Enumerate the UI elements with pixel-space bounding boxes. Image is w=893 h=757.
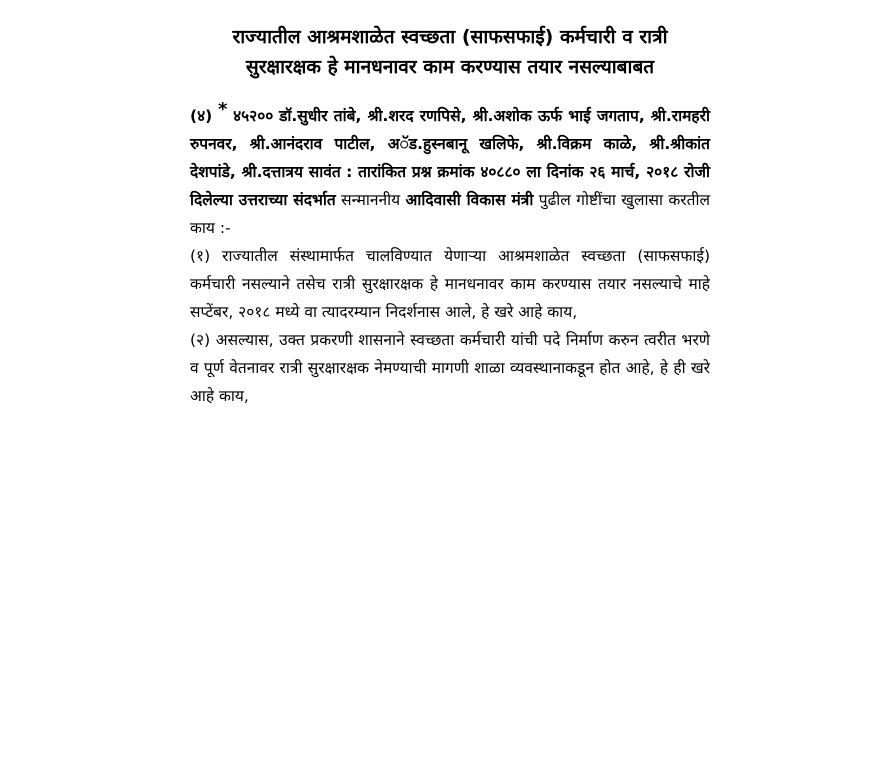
question-id: ४५२००: [233, 107, 274, 125]
sub-question-label: (१): [190, 247, 211, 265]
minister-name: आदिवासी विकास मंत्री: [405, 191, 534, 209]
question-body: [190, 99, 711, 410]
honorific: सन्माननीय: [341, 191, 401, 209]
title-line-2: सुरक्षारक्षक हे मानधनावर काम करण्यास तयार नसल्याबाबत: [245, 56, 655, 78]
sub-question-2: [190, 326, 710, 410]
title-line-1: राज्यातील आश्रमशाळेत स्वच्छता (साफसफाई) कर्मचारी व रात्री: [232, 26, 668, 48]
question-reference: : तारांकित प्रश्न क्रमांक ४०८८० ला दिनांक २६ मार्च, २०१८ रोजी दिलेल्या उत्तराच्या संदर्भात: [190, 163, 710, 209]
question-number: (४): [190, 107, 213, 125]
question-paragraph: [190, 99, 711, 242]
question-members: डॉ.सुधीर तांबे, श्री.शरद रणपिसे, श्री.अशोक ऊर्फ भाई जगताप, श्री.रामहरी रुपनवर, श्री.आनंदराव पाटील, अॅड.हुस्नबानू खलिफे, श्री.विक्रम काळे, श्री.श्रीकांत देशपांडे, श्री.दत्तात्रय सावंत: [190, 107, 710, 181]
document-title: [150, 22, 750, 82]
question-closing: पुढील गोष्टींचा खुलासा करतील काय :-: [190, 191, 711, 237]
starred-marker: *: [217, 99, 228, 120]
sub-question-1: [190, 242, 710, 326]
sub-question-label: (२): [190, 331, 211, 349]
sub-question-text: राज्यातील संस्थामार्फत चालविण्यात येणाऱ्या आश्रमशाळेत स्वच्छता (साफसफाई) कर्मचारी नसल्याने तसेच रात्री सुरक्षारक्षक हे मानधनावर काम करण्यास तयार नसल्याचे माहे सप्टेंबर, २०१८ मध्ये वा त्यादरम्यान निदर्शनास आले, हे खरे आहे काय,: [190, 247, 710, 321]
sub-question-text: असल्यास, उक्त प्रकरणी शासनाने स्वच्छता कर्मचारी यांची पदे निर्माण करुन त्वरीत भरणे व पूर्ण वेतनावर रात्री सुरक्षारक्षक नेमण्याची मागणी शाळा व्यवस्थानाकडून होत आहे, हे ही खरे आहे काय,: [190, 331, 710, 405]
